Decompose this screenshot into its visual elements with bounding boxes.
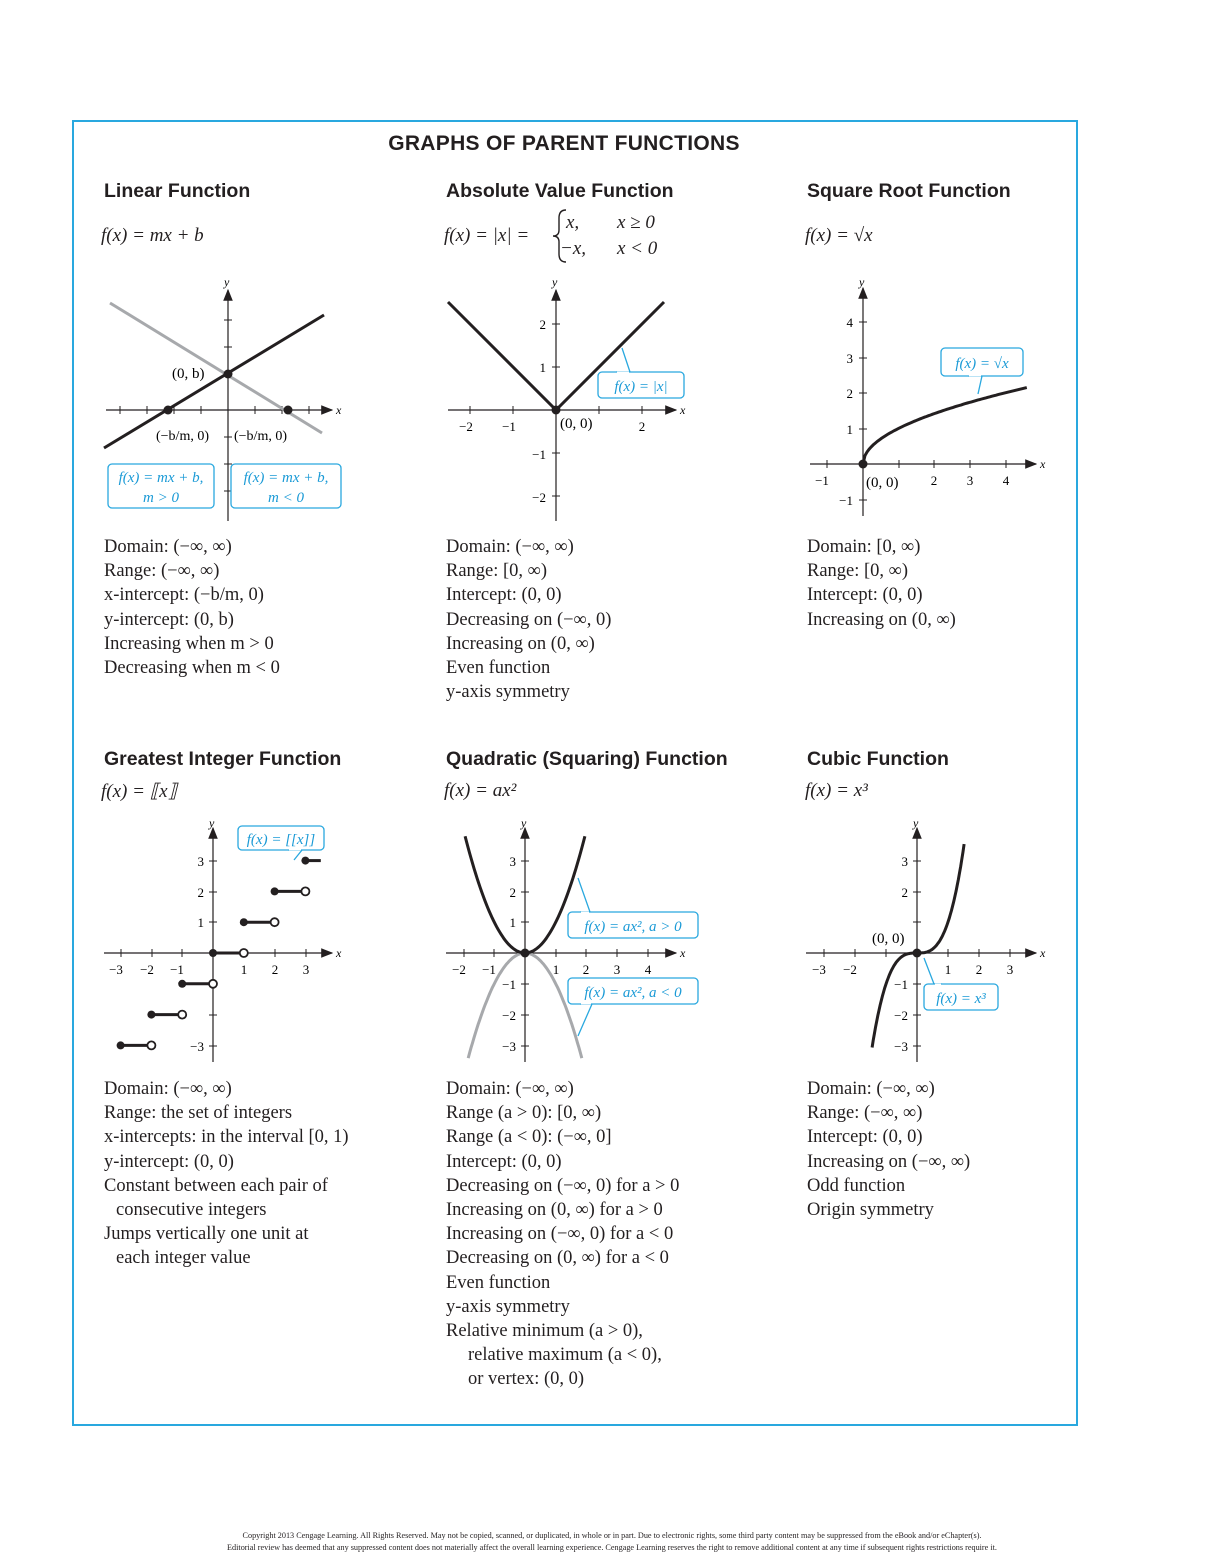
- x-axis-label: x: [336, 403, 342, 417]
- step-closed-point: [301, 857, 309, 865]
- svg-text:2: 2: [582, 962, 590, 977]
- svg-text:−3: −3: [812, 962, 826, 977]
- cubic-graph: [800, 818, 1050, 1068]
- point-x-intercept-pos: [164, 406, 173, 415]
- svg-text:3: 3: [846, 351, 853, 366]
- cubic-heading: Cubic Function: [807, 748, 949, 770]
- step-closed-point: [178, 980, 186, 988]
- svg-text:x: x: [680, 403, 686, 417]
- label-0-b: (0, b): [172, 366, 205, 382]
- greatest-formula: f(x) = ⟦x⟧: [101, 781, 177, 802]
- svg-text:−3: −3: [894, 1039, 908, 1054]
- sqrt-formula: f(x) = √x: [805, 225, 873, 246]
- linear-heading: Linear Function: [104, 180, 251, 202]
- absolute-properties: Domain: (−∞, ∞) Range: [0, ∞) Intercept: (0, 0) Decreasing on (−∞, 0) Increasing on (0, ∞) Even function y-axis symmetry: [446, 537, 612, 703]
- linear-formula: f(x) = mx + b: [101, 225, 204, 246]
- label-origin: (0, 0): [866, 475, 899, 491]
- svg-text:−1: −1: [502, 419, 516, 434]
- svg-text:2: 2: [271, 962, 279, 977]
- point-y-intercept: [224, 370, 233, 379]
- svg-text:3: 3: [302, 962, 310, 977]
- svg-text:4: 4: [644, 962, 652, 977]
- svg-text:−1: −1: [532, 447, 546, 462]
- step-open-point: [209, 980, 217, 988]
- step-closed-point: [117, 1041, 125, 1049]
- label-x-intercept-2: (−b/m, 0): [234, 429, 287, 444]
- svg-text:y: y: [913, 816, 919, 830]
- svg-text:−1: −1: [839, 493, 853, 508]
- svg-text:−1: −1: [815, 473, 829, 488]
- callout-linear-neg-1: f(x) = mx + b,: [243, 470, 329, 486]
- step-open-point: [178, 1011, 186, 1019]
- svg-text:1: 1: [509, 915, 516, 930]
- svg-text:3: 3: [613, 962, 621, 977]
- callout-linear-pos-1: f(x) = mx + b,: [118, 470, 204, 486]
- svg-text:2: 2: [975, 962, 983, 977]
- step-closed-point: [147, 1011, 155, 1019]
- svg-text:1: 1: [552, 962, 560, 977]
- callout-linear-pos-2: m > 0: [143, 490, 179, 506]
- quadratic-properties: Domain: (−∞, ∞) Range (a > 0): [0, ∞) Range (a < 0): (−∞, 0] Intercept: (0, 0) Decreasing on (−∞, 0) for a > 0 Increasing on (0, ∞) for a > 0 Increasing on (−∞, 0) for a < 0 Decreasing on (0, ∞) for a < 0 Even function y-axis symmetry Relative minimum (a > 0), relative maximum (a < 0), or vertex: (0, 0): [446, 1079, 680, 1390]
- absolute-case2-cond: x < 0: [617, 238, 658, 259]
- label-x-intercept-1: (−b/m, 0): [156, 429, 209, 444]
- linear-properties: Domain: (−∞, ∞) Range: (−∞, ∞) x-intercept: (−b/m, 0) y-intercept: (0, b) Increasing when m > 0 Decreasing when m < 0: [104, 537, 280, 679]
- y-axis-label: y: [224, 275, 230, 289]
- cubic-formula: f(x) = x³: [805, 780, 868, 801]
- svg-text:−1: −1: [482, 962, 496, 977]
- svg-text:−2: −2: [532, 490, 546, 505]
- quadratic-graph: [440, 818, 700, 1068]
- svg-text:4: 4: [1002, 473, 1010, 488]
- step-closed-point: [209, 949, 217, 957]
- svg-text:−2: −2: [843, 962, 857, 977]
- absolute-graph: [440, 276, 700, 526]
- svg-text:−1: −1: [502, 977, 516, 992]
- quadratic-formula: f(x) = ax²: [444, 780, 517, 801]
- quadratic-heading: Quadratic (Squaring) Function: [446, 748, 728, 770]
- step-open-point: [147, 1041, 155, 1049]
- absolute-formula-lhs: f(x) = |x| =: [444, 225, 530, 246]
- absolute-case1-expr: x,: [566, 212, 580, 233]
- svg-text:1: 1: [539, 360, 546, 375]
- svg-text:−3: −3: [109, 962, 123, 977]
- svg-text:−2: −2: [894, 1008, 908, 1023]
- step-closed-point: [240, 918, 248, 926]
- svg-text:2: 2: [930, 473, 938, 488]
- svg-text:x: x: [1040, 946, 1046, 960]
- absolute-heading: Absolute Value Function: [446, 180, 674, 202]
- absolute-case1-cond: x ≥ 0: [617, 212, 655, 233]
- svg-text:2: 2: [901, 885, 908, 900]
- svg-text:3: 3: [509, 854, 516, 869]
- callout-quadratic-neg: f(x) = ax², a < 0: [584, 985, 682, 1001]
- svg-text:1: 1: [944, 962, 952, 977]
- callout-absolute: f(x) = |x|: [614, 379, 668, 395]
- sqrt-properties: Domain: [0, ∞) Range: [0, ∞) Intercept: (0, 0) Increasing on (0, ∞): [807, 537, 956, 630]
- svg-text:4: 4: [846, 315, 853, 330]
- svg-text:2: 2: [509, 885, 516, 900]
- svg-text:3: 3: [1006, 962, 1014, 977]
- svg-text:−3: −3: [502, 1039, 516, 1054]
- svg-text:2: 2: [638, 419, 646, 434]
- absolute-case2-expr: −x,: [560, 238, 587, 259]
- label-origin: (0, 0): [560, 416, 593, 432]
- svg-text:−2: −2: [459, 419, 473, 434]
- sqrt-heading: Square Root Function: [807, 180, 1011, 202]
- svg-text:2: 2: [539, 317, 546, 332]
- step-open-point: [240, 949, 248, 957]
- svg-text:y: y: [552, 275, 558, 289]
- svg-text:−2: −2: [502, 1008, 516, 1023]
- svg-text:1: 1: [240, 962, 248, 977]
- linear-graph: [100, 276, 360, 526]
- step-closed-point: [271, 887, 279, 895]
- greatest-graph: [100, 818, 350, 1068]
- callout-linear-neg-2: m < 0: [268, 490, 304, 506]
- svg-text:y: y: [209, 816, 215, 830]
- svg-text:1: 1: [197, 915, 204, 930]
- svg-text:y: y: [521, 816, 527, 830]
- svg-text:−1: −1: [170, 962, 184, 977]
- svg-text:x: x: [680, 946, 686, 960]
- svg-text:−1: −1: [894, 977, 908, 992]
- step-open-point: [271, 918, 279, 926]
- svg-text:3: 3: [966, 473, 974, 488]
- svg-text:1: 1: [846, 422, 853, 437]
- cubic-properties: Domain: (−∞, ∞) Range: (−∞, ∞) Intercept: (0, 0) Increasing on (−∞, ∞) Odd function Origin symmetry: [807, 1079, 971, 1221]
- svg-text:3: 3: [197, 854, 204, 869]
- callout-greatest: f(x) = [[x]]: [246, 832, 316, 848]
- callout-sqrt: f(x) = √x: [955, 356, 1009, 372]
- svg-text:x: x: [336, 946, 342, 960]
- page-title: GRAPHS OF PARENT FUNCTIONS: [388, 132, 740, 155]
- greatest-heading: Greatest Integer Function: [104, 748, 342, 770]
- svg-text:3: 3: [901, 854, 908, 869]
- sqrt-graph: [800, 276, 1050, 526]
- label-origin: (0, 0): [872, 931, 905, 947]
- svg-text:x: x: [1040, 457, 1046, 471]
- svg-text:2: 2: [197, 885, 204, 900]
- callout-quadratic-pos: f(x) = ax², a > 0: [584, 919, 682, 935]
- line-positive-slope: [104, 315, 324, 448]
- sqrt-curve: [863, 388, 1027, 464]
- greatest-properties: Domain: (−∞, ∞) Range: the set of integers x-intercepts: in the interval [0, 1) y-intercept: (0, 0) Constant between each pair of consecutive integers Jumps vertically one unit at each integer value: [104, 1079, 349, 1269]
- step-open-point: [301, 887, 309, 895]
- svg-text:−3: −3: [190, 1039, 204, 1054]
- copyright-notice: Copyright 2013 Cengage Learning. All Rights Reserved. May not be copied, scanned, or duplicated, in whole or in part. Due to electronic rights, some third party content may be suppressed from the eBook and/or eChapter(s). Editorial review has deemed that any suppressed content does not materially affect the overall learning experience. Cengage Learning reserves the right to remove additional content at any time if subsequent rights restrictions require it.: [227, 1531, 997, 1552]
- svg-text:2: 2: [846, 386, 853, 401]
- svg-text:−2: −2: [140, 962, 154, 977]
- svg-text:y: y: [859, 275, 865, 289]
- point-x-intercept-neg: [284, 406, 293, 415]
- callout-cubic: f(x) = x³: [936, 991, 986, 1007]
- svg-text:−2: −2: [452, 962, 466, 977]
